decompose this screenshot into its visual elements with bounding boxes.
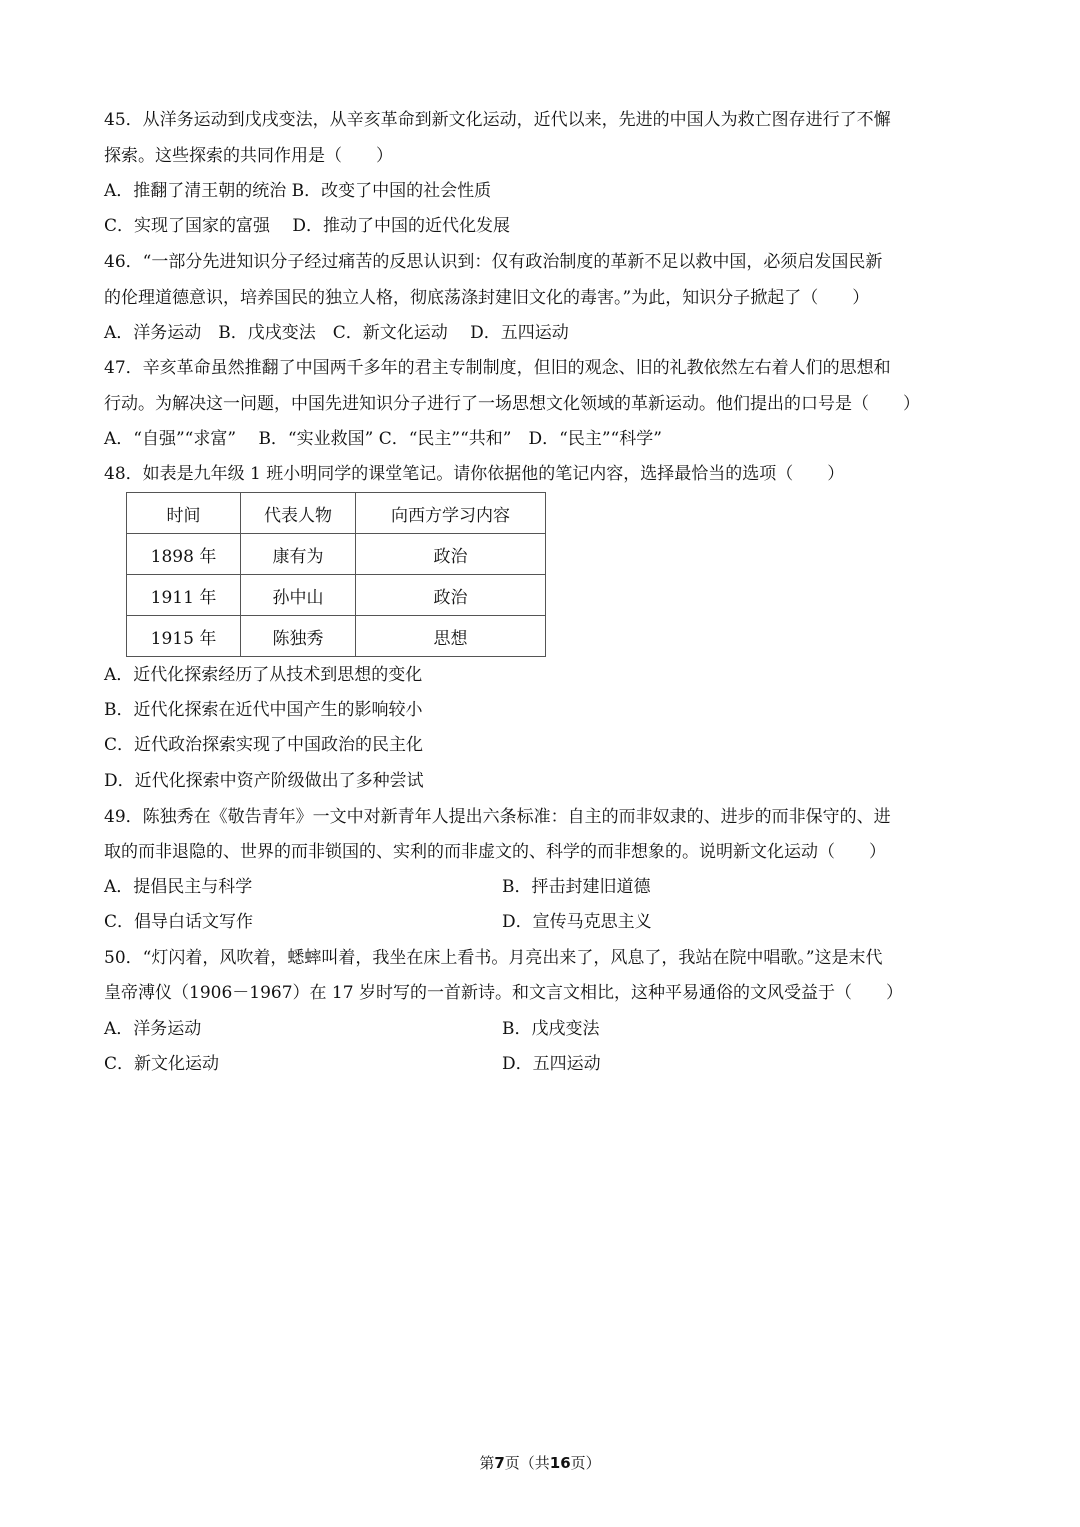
q48-option-d: D．近代化探索中资产阶级做出了多种尝试 [104, 771, 424, 791]
footer-total-pages: 16 [549, 1454, 571, 1472]
table-row [127, 534, 546, 575]
footer-middle: 页（共 [504, 1454, 550, 1472]
q48-option-c: C．近代政治探索实现了中国政治的民主化 [104, 735, 424, 755]
table-row [127, 616, 546, 657]
table-cell: 孙中山 [241, 575, 356, 616]
page-footer [0, 1452, 1080, 1473]
q48-option-a: A．近代化探索经历了从技术到思想的变化 [104, 665, 423, 685]
table-header-cell: 代表人物 [241, 493, 356, 534]
table-row [127, 575, 546, 616]
q48-stem: 48．如表是九年级 1 班小明同学的课堂笔记。请你依据他的笔记内容，选择最恰当的选项（ ） [104, 464, 845, 484]
table-cell: 思想 [356, 616, 546, 657]
notes-table [126, 492, 546, 657]
table-header-cell: 时间 [127, 493, 241, 534]
table-header-row [127, 493, 546, 534]
q47-stem-line2: 行动。为解决这一问题，中国先进知识分子进行了一场思想文化领域的革新运动。他们提出的口号是（ ） [104, 394, 920, 414]
q49-option-b: B．抨击封建旧道德 [502, 877, 651, 897]
table-cell: 陈独秀 [241, 616, 356, 657]
q50-option-c: C．新文化运动 [104, 1054, 220, 1074]
q50-stem-line2: 皇帝溥仪（1906－1967）在 17 岁时写的一首新诗。和文言文相比，这种平易通俗的文风受益于（ ） [104, 983, 903, 1003]
footer-page-number: 7 [494, 1454, 505, 1472]
q46-options: A．洋务运动 B．戊戌变法 C．新文化运动 D．五四运动 [104, 323, 569, 343]
q47-stem-line1: 47．辛亥革命虽然推翻了中国两千多年的君主专制制度，但旧的观念、旧的礼教依然左右着人们的思想和 [104, 358, 891, 378]
table-header-cell: 向西方学习内容 [356, 493, 546, 534]
table-cell: 政治 [356, 534, 546, 575]
q49-option-a: A．提倡民主与科学 [104, 877, 253, 897]
q50-option-b: B．戊戌变法 [502, 1019, 600, 1039]
table-cell: 康有为 [241, 534, 356, 575]
q45-options-line2: C．实现了国家的富强 D．推动了中国的近代化发展 [104, 216, 511, 236]
table-cell: 政治 [356, 575, 546, 616]
q50-stem-line1: 50．“灯闪着，风吹着，蟋蟀叫着，我坐在床上看书。月亮出来了，风息了，我站在院中唱歌。”这是末代 [104, 948, 883, 968]
q46-stem-line1: 46．“一部分先进知识分子经过痛苦的反思认识到：仅有政治制度的革新不足以救中国，必须启发国民新 [104, 252, 883, 272]
q50-option-d: D．五四运动 [502, 1054, 601, 1074]
q47-options: A．“自强”“求富” B．“实业救国” C．“民主”“共和” D．“民主”“科学” [104, 429, 662, 449]
q45-stem-line2: 探索。这些探索的共同作用是（ ） [104, 146, 393, 166]
q45-options-line1: A．推翻了清王朝的统治 B．改变了中国的社会性质 [104, 181, 492, 201]
table-cell: 1898 年 [127, 534, 241, 575]
q49-stem-line2: 取的而非退隐的、世界的而非锁国的、实利的而非虚文的、科学的而非想象的。说明新文化运动（ ） [104, 842, 886, 862]
q49-stem-line1: 49．陈独秀在《敬告青年》一文中对新青年人提出六条标准：自主的而非奴隶的、进步的而非保守的、进 [104, 807, 891, 827]
table-cell: 1915 年 [127, 616, 241, 657]
q46-stem-line2: 的伦理道德意识，培养国民的独立人格，彻底荡涤封建旧文化的毒害。”为此，知识分子掀起了（ ） [104, 288, 870, 308]
footer-prefix: 第 [479, 1454, 495, 1472]
q45-stem-line1: 45．从洋务运动到戊戌变法，从辛亥革命到新文化运动，近代以来，先进的中国人为救亡图存进行了不懈 [104, 110, 891, 130]
table-cell: 1911 年 [127, 575, 241, 616]
q50-option-a: A．洋务运动 [104, 1019, 202, 1039]
q49-option-c: C．倡导白话文写作 [104, 912, 254, 932]
q48-option-b: B．近代化探索在近代中国产生的影响较小 [104, 700, 423, 720]
footer-suffix: 页） [570, 1454, 601, 1472]
q49-option-d: D．宣传马克思主义 [502, 912, 652, 932]
